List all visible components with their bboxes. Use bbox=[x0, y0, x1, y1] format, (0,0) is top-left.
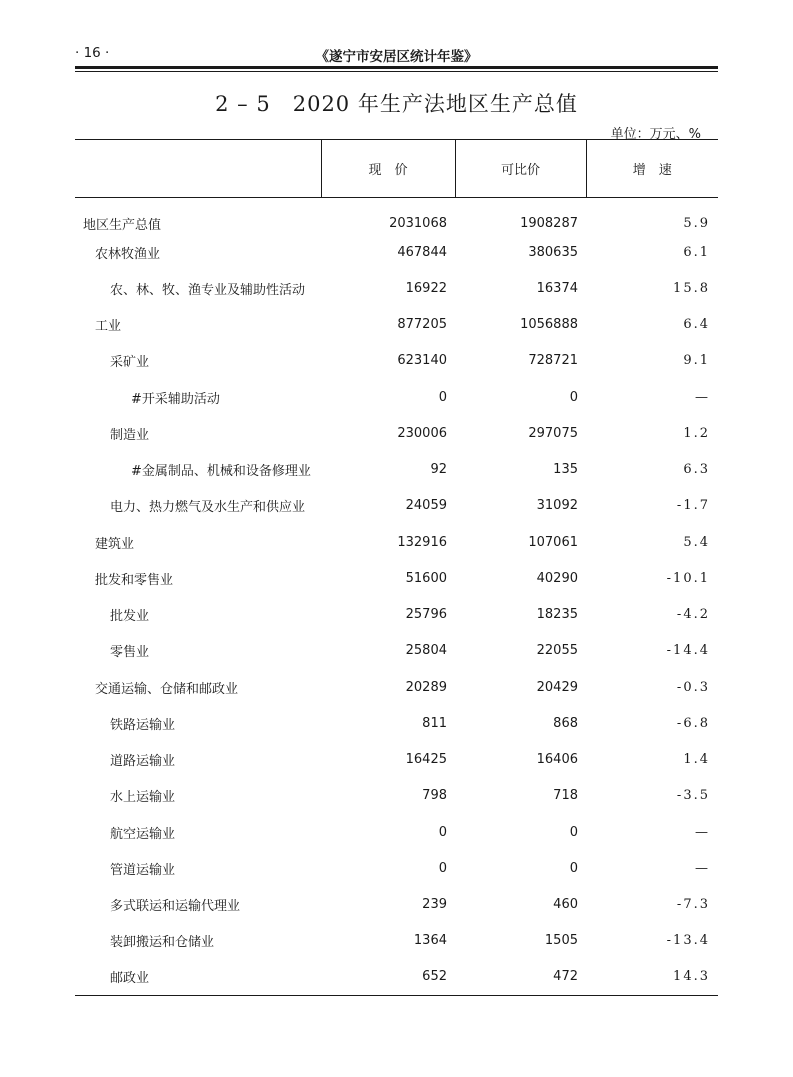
table-row bbox=[75, 778, 718, 814]
header-comparable-price: 可比价 bbox=[455, 140, 586, 198]
cell-comparable-price: 297075 bbox=[528, 425, 578, 441]
cell-comparable-price: 18235 bbox=[536, 607, 578, 623]
table-row bbox=[75, 198, 718, 235]
cell-current-price: 25796 bbox=[405, 607, 447, 623]
table-row bbox=[75, 452, 718, 488]
cell-comparable-price: 1908287 bbox=[520, 216, 578, 231]
row-label: 农、林、牧、渔专业及辅助性活动 bbox=[110, 282, 306, 298]
table-row bbox=[75, 560, 718, 596]
table-row bbox=[75, 959, 718, 995]
cell-current-price: 877205 bbox=[397, 317, 447, 333]
cell-current-price: 0 bbox=[438, 860, 447, 876]
row-label: 工业 bbox=[95, 319, 122, 335]
cell-comparable-price: 1505 bbox=[544, 933, 578, 949]
table-row bbox=[75, 814, 718, 850]
cell-current-price: 51600 bbox=[405, 570, 447, 586]
page-header bbox=[75, 42, 718, 64]
cell-growth: -13.4 bbox=[666, 933, 710, 949]
cell-growth: -3.5 bbox=[676, 788, 710, 804]
cell-current-price: 1364 bbox=[413, 933, 447, 949]
cell-current-price: 2031068 bbox=[389, 216, 447, 231]
cell-growth: -6.8 bbox=[676, 715, 710, 731]
header-rule-thick bbox=[75, 66, 718, 69]
cell-growth: 9.1 bbox=[683, 353, 710, 369]
table-row bbox=[75, 379, 718, 415]
cell-current-price: 24059 bbox=[405, 498, 447, 514]
cell-comparable-price: 22055 bbox=[536, 643, 578, 659]
cell-comparable-price: 868 bbox=[553, 715, 578, 731]
cell-comparable-price: 0 bbox=[569, 824, 578, 840]
table-row bbox=[75, 307, 718, 343]
table-title bbox=[75, 88, 718, 118]
cell-growth: 1.4 bbox=[683, 752, 710, 768]
row-label: 批发和零售业 bbox=[95, 572, 174, 588]
cell-growth: — bbox=[695, 824, 710, 840]
page-number: · 16 · bbox=[75, 45, 110, 61]
cell-growth: -1.7 bbox=[676, 498, 710, 514]
row-label: 建筑业 bbox=[95, 536, 135, 552]
cell-comparable-price: 16374 bbox=[536, 280, 578, 296]
table-body bbox=[75, 198, 718, 996]
cell-growth: 6.4 bbox=[683, 317, 710, 333]
table-row bbox=[75, 633, 718, 669]
header-growth: 增 速 bbox=[586, 140, 718, 198]
cell-current-price: 230006 bbox=[397, 425, 447, 441]
cell-growth: 1.2 bbox=[683, 425, 710, 441]
table-row bbox=[75, 415, 718, 451]
unit-note: 单位：万元、% bbox=[610, 127, 701, 142]
table-number: 2 – 5 bbox=[215, 92, 271, 116]
cell-comparable-price: 135 bbox=[553, 462, 578, 478]
row-label: 航空运输业 bbox=[110, 826, 176, 842]
cell-current-price: 652 bbox=[321, 959, 455, 995]
cell-growth: -14.4 bbox=[666, 643, 710, 659]
gdp-table bbox=[75, 139, 718, 996]
row-label: 采矿业 bbox=[110, 355, 150, 371]
row-label: 邮政业 bbox=[75, 959, 321, 995]
cell-comparable-price: 107061 bbox=[528, 534, 578, 550]
cell-growth: -4.2 bbox=[676, 607, 710, 623]
cell-growth: -10.1 bbox=[666, 570, 710, 586]
cell-comparable-price: 20429 bbox=[536, 679, 578, 695]
table-row bbox=[75, 234, 718, 270]
table-row bbox=[75, 742, 718, 778]
row-label: #开采辅助活动 bbox=[131, 391, 220, 407]
cell-growth: — bbox=[695, 389, 710, 405]
table-row bbox=[75, 597, 718, 633]
row-label: #金属制品、机械和设备修理业 bbox=[131, 464, 311, 480]
cell-current-price: 25804 bbox=[405, 643, 447, 659]
cell-current-price: 811 bbox=[422, 715, 447, 731]
cell-current-price: 16922 bbox=[405, 280, 447, 296]
cell-current-price: 239 bbox=[422, 897, 447, 913]
cell-current-price: 0 bbox=[438, 389, 447, 405]
cell-comparable-price: 0 bbox=[569, 860, 578, 876]
table-row bbox=[75, 923, 718, 959]
table-row bbox=[75, 850, 718, 886]
table-row bbox=[75, 669, 718, 705]
row-label: 农林牧渔业 bbox=[95, 246, 161, 262]
header-item bbox=[75, 140, 321, 198]
row-label: 多式联运和运输代理业 bbox=[110, 899, 241, 915]
cell-growth: 15.8 bbox=[673, 280, 710, 296]
table-row bbox=[75, 887, 718, 923]
book-title: 《遂宁市安居区统计年鉴》 bbox=[315, 49, 478, 65]
cell-growth: 5.4 bbox=[683, 534, 710, 550]
cell-current-price: 623140 bbox=[397, 353, 447, 369]
table-row bbox=[75, 270, 718, 306]
cell-comparable-price: 0 bbox=[569, 389, 578, 405]
row-label: 道路运输业 bbox=[110, 754, 176, 770]
cell-comparable-price: 728721 bbox=[528, 353, 578, 369]
cell-current-price: 92 bbox=[430, 462, 447, 478]
cell-growth: 6.1 bbox=[683, 244, 710, 260]
table-row bbox=[75, 488, 718, 524]
cell-comparable-price: 380635 bbox=[528, 244, 578, 260]
header-rule-thin bbox=[75, 71, 718, 72]
cell-current-price: 20289 bbox=[405, 679, 447, 695]
cell-growth: 6.3 bbox=[683, 462, 710, 478]
cell-comparable-price: 16406 bbox=[536, 752, 578, 768]
row-label: 制造业 bbox=[110, 427, 150, 443]
cell-current-price: 132916 bbox=[397, 534, 447, 550]
cell-comparable-price: 460 bbox=[553, 897, 578, 913]
cell-comparable-price: 40290 bbox=[536, 570, 578, 586]
cell-current-price: 0 bbox=[438, 824, 447, 840]
row-label: 地区生产总值 bbox=[83, 218, 162, 233]
table-row bbox=[75, 705, 718, 741]
cell-current-price: 467844 bbox=[397, 244, 447, 260]
row-label: 管道运输业 bbox=[110, 862, 176, 878]
table-title-text: 2020 年生产法地区生产总值 bbox=[292, 92, 578, 116]
row-label: 零售业 bbox=[110, 645, 150, 661]
row-label: 交通运输、仓储和邮政业 bbox=[95, 681, 239, 697]
table-header-row bbox=[75, 140, 718, 198]
table-row bbox=[75, 524, 718, 560]
cell-comparable-price: 1056888 bbox=[520, 317, 578, 333]
cell-current-price: 16425 bbox=[405, 752, 447, 768]
row-label: 铁路运输业 bbox=[110, 717, 176, 733]
row-label: 批发业 bbox=[110, 609, 150, 625]
cell-growth: 5.9 bbox=[683, 216, 710, 231]
cell-comparable-price: 31092 bbox=[536, 498, 578, 514]
table-row bbox=[75, 343, 718, 379]
cell-growth: 14.3 bbox=[586, 959, 718, 995]
cell-growth: -0.3 bbox=[676, 679, 710, 695]
cell-comparable-price: 718 bbox=[553, 788, 578, 804]
header-current-price: 现 价 bbox=[321, 140, 455, 198]
row-label: 装卸搬运和仓储业 bbox=[110, 935, 215, 951]
cell-growth: — bbox=[695, 860, 710, 876]
row-label: 电力、热力燃气及水生产和供应业 bbox=[110, 500, 306, 516]
cell-current-price: 798 bbox=[422, 788, 447, 804]
cell-growth: -7.3 bbox=[676, 897, 710, 913]
row-label: 水上运输业 bbox=[110, 790, 176, 806]
cell-comparable-price: 472 bbox=[455, 959, 586, 995]
